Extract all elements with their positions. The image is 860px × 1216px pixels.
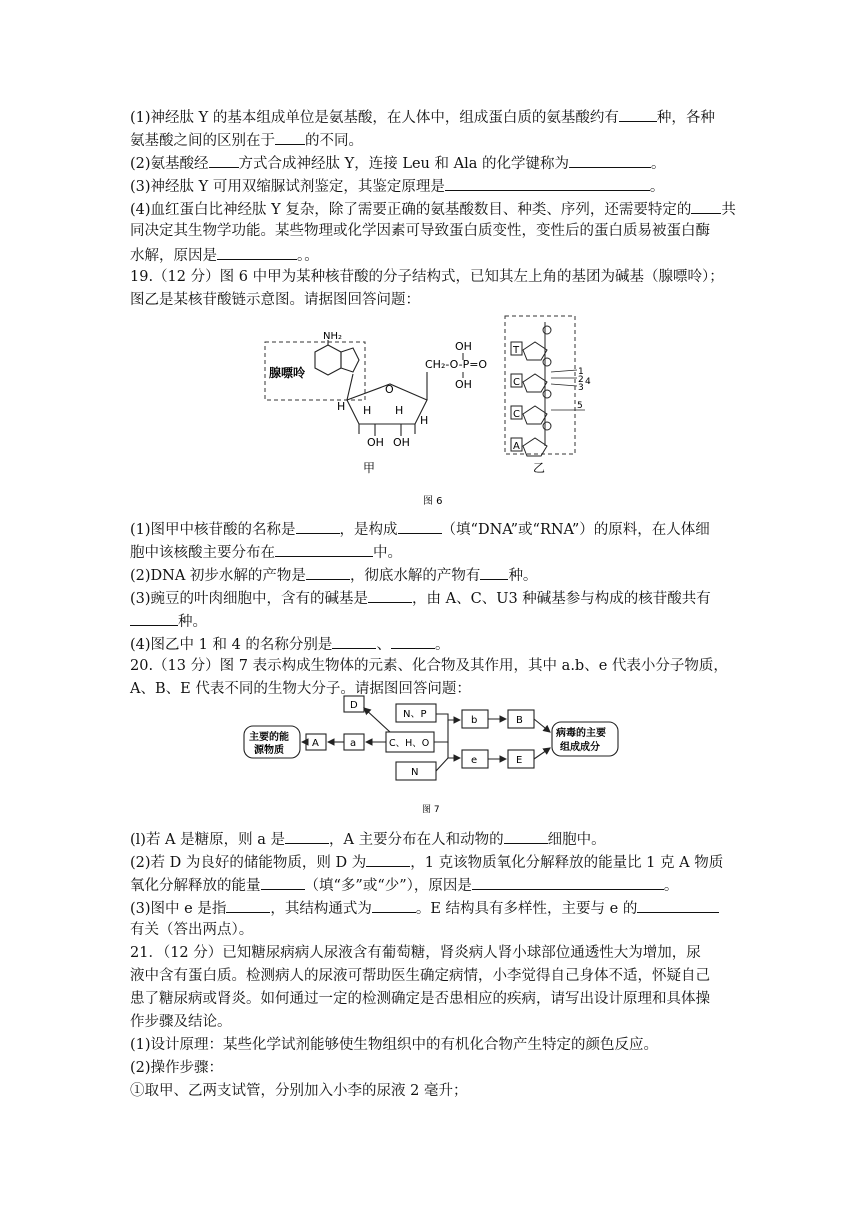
ribose-ring: [347, 372, 427, 436]
q20-p2: (2)若 D 为良好的储能物质，则 D 为 ，1 克该物质氧化分解释放的能量比 1 克 A 物质: [130, 851, 723, 873]
answer-blank[interactable]: [637, 897, 719, 913]
answer-blank[interactable]: [209, 152, 239, 168]
q20-p4: (3)图中 e 是指 ，其结构通式为 。E 结构具有多样性，主要与 e 的: [130, 897, 719, 919]
answer-blank[interactable]: [275, 129, 305, 145]
answer-blank[interactable]: [261, 874, 305, 890]
figure-label-yi: 乙: [533, 461, 546, 475]
q21-line-6: (2)操作步骤：: [130, 1060, 224, 1076]
q20-line-1: 20.（13 分）图 7 表示构成生物体的元素、化合物及其作用，其中 a.b、e 代表小分子物质，: [130, 658, 728, 674]
q20-p5: 有关（答出两点）。: [130, 922, 254, 938]
base-letter: C: [513, 409, 520, 420]
oh-label: OH: [455, 378, 472, 391]
figure-7: [240, 692, 630, 820]
chain-backbone: [523, 322, 551, 456]
figure-caption: 图 6: [423, 496, 443, 507]
ring-oxygen-label: O: [385, 383, 394, 396]
answer-blank[interactable]: [472, 874, 664, 890]
q21-line-4: 作步骤及结论。: [130, 1014, 232, 1030]
answer-blank[interactable]: [306, 564, 350, 580]
label-E: E: [516, 755, 523, 766]
answer-blank[interactable]: [275, 541, 373, 557]
q19-p2: 胞中该核酸主要分布在 中。: [130, 541, 402, 563]
q20-line-2: A、B、E 代表不同的生物大分子。请据图回答问题：: [130, 681, 471, 697]
label-a: a: [350, 738, 357, 749]
nh2-label: NH₂: [323, 331, 343, 342]
answer-blank[interactable]: [285, 828, 329, 844]
h-label: H: [363, 404, 372, 417]
oh-label: OH: [393, 436, 410, 449]
q21-line-2: 液中含有蛋白质。检测病人的尿液可帮助医生确定病情，小李觉得自己身体不适，怀疑自己: [130, 968, 710, 984]
q18-line-4: (3)神经肽 Y 可用双缩脲试剂鉴定，其鉴定原理是 。: [130, 175, 664, 197]
base-letter: C: [513, 377, 520, 388]
answer-blank[interactable]: [398, 518, 442, 534]
adenine-rings: [315, 340, 359, 375]
virus-label: 组成成分: [560, 742, 600, 753]
q18-line-2: 氨基酸之间的区别在于 的不同。: [130, 129, 363, 151]
answer-blank[interactable]: [445, 175, 650, 191]
answer-blank[interactable]: [619, 106, 657, 122]
q21-line-5: (1)设计原理：某些化学试剂能够使生物组织中的有机化合物产生特定的颜色反应。: [130, 1037, 659, 1053]
answer-blank[interactable]: [226, 897, 270, 913]
q18-line-3: (2)氨基酸经 方式合成神经肽 Y，连接 Leu 和 Ala 的化学键称为 。: [130, 152, 665, 174]
energy-label: 主要的能: [249, 732, 289, 743]
oh-label: OH: [367, 436, 384, 449]
figure-label-jia: 甲: [363, 461, 376, 475]
label-B: B: [516, 715, 523, 726]
label-D: D: [350, 700, 358, 711]
label-number: 4: [585, 377, 591, 387]
label-b: b: [471, 715, 478, 726]
q21-line-7: ①取甲、乙两支试管，分别加入小李的尿液 2 毫升；: [130, 1083, 468, 1099]
label-e: e: [471, 755, 478, 766]
base-letter: T: [513, 345, 520, 356]
q18-line-6: 同决定其生物学功能。某些物理或化学因素可导致蛋白质变性，变性后的蛋白质易被蛋白酶: [130, 223, 710, 239]
answer-blank[interactable]: [217, 244, 297, 260]
q19-p4: (3)豌豆的叶肉细胞中，含有的碱基是 ，由 A、C、U3 种碱基参与构成的核苷酸共有: [130, 587, 711, 609]
base-letter: A: [513, 441, 520, 452]
label-N: N: [411, 767, 419, 778]
q21-line-3: 患了糖尿病或肾炎。如何通过一定的检测确定是否患相应的疾病，请写出设计原理和具体操: [130, 991, 710, 1007]
q19-p3: (2)DNA 初步水解的产物是 ，彻底水解的产物有 种。: [130, 564, 537, 586]
h-label: H: [337, 400, 346, 413]
q19-line-1: 19.（12 分）图 6 中甲为某种核苷酸的分子结构式，已知其左上角的基团为碱基（腺嘌呤）；: [130, 269, 724, 285]
answer-blank[interactable]: [504, 828, 548, 844]
label-number: 5: [577, 401, 583, 411]
answer-blank[interactable]: [368, 587, 412, 603]
virus-label: 病毒的主要: [556, 728, 606, 739]
q19-p5: 种。: [130, 610, 207, 632]
figure-caption: 图 7: [422, 805, 440, 815]
answer-blank[interactable]: [130, 610, 178, 626]
q18-line-7: 水解，原因是 。。: [130, 244, 319, 266]
answer-blank[interactable]: [480, 564, 508, 580]
q19-line-2: 图乙是某核苷酸链示意图。请据图回答问题：: [130, 292, 420, 308]
h-label: H: [395, 404, 404, 417]
adenine-label: 腺嘌呤: [269, 366, 306, 380]
oh-label: OH: [455, 340, 472, 353]
label-number: 3: [578, 383, 584, 393]
answer-blank[interactable]: [691, 198, 721, 214]
q19-p1: (1)图甲中核苷酸的名称是 ，是构成 （填“DNA”或“RNA”）的原料，在人体细: [130, 518, 710, 540]
q18-line-1: (1)神经肽 Y 的基本组成单位是氨基酸，在人体中，组成蛋白质的氨基酸约有 种，各种: [130, 106, 715, 128]
label-A: A: [312, 738, 319, 749]
figure-6: [255, 312, 591, 512]
q20-p3: 氧化分解释放的能量 （填“多”或“少”），原因是 。: [130, 874, 678, 896]
answer-blank[interactable]: [569, 152, 651, 168]
q19-p6: (4)图乙中 1 和 4 的名称分别是 、 。: [130, 633, 449, 655]
label-chon: C、H、O: [389, 738, 430, 749]
q20-p1: (l)若 A 是糖原，则 a 是 ，A 主要分布在人和动物的 细胞中。: [130, 828, 606, 850]
q21-line-1: 21．（12 分）已知糖尿病病人尿液含有葡萄糖，肾炎病人肾小球部位通透性大为增加，尿: [130, 945, 701, 961]
phosphate-label: CH₂-O-P=O: [425, 358, 488, 371]
answer-blank[interactable]: [372, 897, 416, 913]
answer-blank[interactable]: [296, 518, 340, 534]
answer-blank[interactable]: [366, 851, 410, 867]
label-number: 2: [578, 375, 584, 385]
q18-line-5: (4)血红蛋白比神经肽 Y 复杂，除了需要正确的氨基酸数目、种类、序列，还需要特定的 共: [130, 198, 736, 220]
answer-blank[interactable]: [391, 633, 435, 649]
energy-label: 源物质: [254, 745, 284, 756]
h-label: H: [420, 414, 429, 427]
answer-blank[interactable]: [332, 633, 376, 649]
label-np: N、P: [403, 709, 427, 720]
label-number: 1: [578, 367, 584, 377]
